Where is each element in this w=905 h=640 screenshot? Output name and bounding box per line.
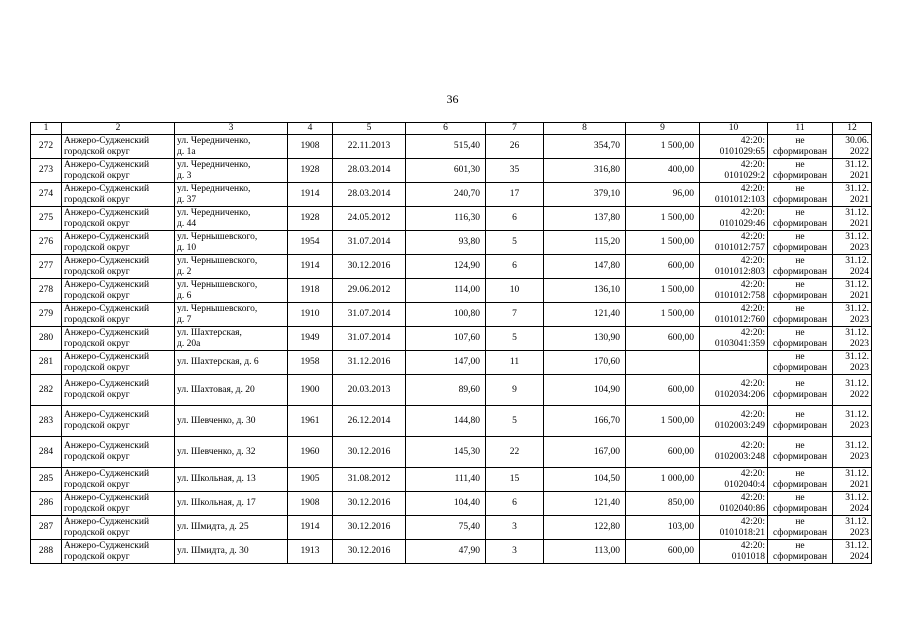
status-cell: не сформирован bbox=[768, 207, 833, 231]
area2-cell: 316,80 bbox=[544, 159, 626, 183]
area-cell: 144,80 bbox=[406, 406, 486, 437]
area-cell: 100,80 bbox=[406, 303, 486, 327]
date-cell: 31.08.2012 bbox=[333, 468, 406, 492]
table-row bbox=[31, 516, 872, 540]
status-cell: не сформирован bbox=[768, 135, 833, 159]
price-cell: 1 500,00 bbox=[626, 279, 700, 303]
date-cell: 20.03.2013 bbox=[333, 375, 406, 406]
count-cell: 10 bbox=[486, 279, 544, 303]
address-cell: ул. Шмидта, д. 30 bbox=[175, 540, 288, 564]
area-cell: 147,00 bbox=[406, 351, 486, 375]
table-row bbox=[31, 540, 872, 564]
date-cell: 28.03.2014 bbox=[333, 159, 406, 183]
year-cell: 1928 bbox=[288, 207, 333, 231]
year-cell: 1914 bbox=[288, 183, 333, 207]
area-cell: 240,70 bbox=[406, 183, 486, 207]
district-cell: Анжеро-Судженский городской округ bbox=[62, 540, 175, 564]
district-cell: Анжеро-Судженский городской округ bbox=[62, 327, 175, 351]
district-cell: Анжеро-Судженский городской округ bbox=[62, 231, 175, 255]
count-cell: 7 bbox=[486, 303, 544, 327]
address-cell: ул. Чередниченко, д. 1а bbox=[175, 135, 288, 159]
row-number: 274 bbox=[31, 183, 62, 207]
date-cell: 30.12.2016 bbox=[333, 540, 406, 564]
price-cell: 103,00 bbox=[626, 516, 700, 540]
table-row bbox=[31, 207, 872, 231]
area2-cell: 354,70 bbox=[544, 135, 626, 159]
year-cell: 1910 bbox=[288, 303, 333, 327]
table-row bbox=[31, 159, 872, 183]
deadline-cell: 31.12. 2023 bbox=[833, 327, 872, 351]
cadastral-cell: 42:20: 0101029:2 bbox=[700, 159, 768, 183]
year-cell: 1900 bbox=[288, 375, 333, 406]
column-header: 5 bbox=[333, 123, 406, 135]
count-cell: 3 bbox=[486, 540, 544, 564]
address-cell: ул. Шевченко, д. 32 bbox=[175, 437, 288, 468]
column-header: 6 bbox=[406, 123, 486, 135]
district-cell: Анжеро-Судженский городской округ bbox=[62, 207, 175, 231]
column-header: 2 bbox=[62, 123, 175, 135]
address-cell: ул. Чернышевского, д. 10 bbox=[175, 231, 288, 255]
area2-cell: 115,20 bbox=[544, 231, 626, 255]
date-cell: 24.05.2012 bbox=[333, 207, 406, 231]
date-cell: 30.12.2016 bbox=[333, 255, 406, 279]
area2-cell: 121,40 bbox=[544, 303, 626, 327]
column-header: 7 bbox=[486, 123, 544, 135]
table-row bbox=[31, 351, 872, 375]
area-cell: 114,00 bbox=[406, 279, 486, 303]
date-cell: 31.07.2014 bbox=[333, 327, 406, 351]
address-cell: ул. Шмидта, д. 25 bbox=[175, 516, 288, 540]
page-number: 36 bbox=[446, 92, 459, 106]
year-cell: 1914 bbox=[288, 255, 333, 279]
year-cell: 1960 bbox=[288, 437, 333, 468]
date-cell: 26.12.2014 bbox=[333, 406, 406, 437]
count-cell: 17 bbox=[486, 183, 544, 207]
row-number: 282 bbox=[31, 375, 62, 406]
price-cell: 600,00 bbox=[626, 327, 700, 351]
price-cell: 1 500,00 bbox=[626, 303, 700, 327]
date-cell: 28.03.2014 bbox=[333, 183, 406, 207]
area-cell: 107,60 bbox=[406, 327, 486, 351]
address-cell: ул. Чередниченко, д. 37 bbox=[175, 183, 288, 207]
status-cell: не сформирован bbox=[768, 231, 833, 255]
address-cell: ул. Чередниченко, д. 3 bbox=[175, 159, 288, 183]
table-row bbox=[31, 437, 872, 468]
column-header-row bbox=[31, 123, 872, 135]
area-cell: 89,60 bbox=[406, 375, 486, 406]
year-cell: 1958 bbox=[288, 351, 333, 375]
cadastral-cell: 42:20: 0102003:249 bbox=[700, 406, 768, 437]
deadline-cell: 31.12. 2021 bbox=[833, 279, 872, 303]
price-cell: 600,00 bbox=[626, 375, 700, 406]
deadline-cell: 31.12. 2024 bbox=[833, 492, 872, 516]
cadastral-cell: 42:20: 0101018 bbox=[700, 540, 768, 564]
cadastral-cell: 42:20: 0102040:86 bbox=[700, 492, 768, 516]
year-cell: 1905 bbox=[288, 468, 333, 492]
status-cell: не сформирован bbox=[768, 327, 833, 351]
address-cell: ул. Школьная, д. 17 bbox=[175, 492, 288, 516]
year-cell: 1928 bbox=[288, 159, 333, 183]
count-cell: 6 bbox=[486, 255, 544, 279]
table-row bbox=[31, 406, 872, 437]
area2-cell: 104,90 bbox=[544, 375, 626, 406]
status-cell: не сформирован bbox=[768, 351, 833, 375]
district-cell: Анжеро-Судженский городской округ bbox=[62, 516, 175, 540]
row-number: 281 bbox=[31, 351, 62, 375]
cadastral-cell: 42:20: 0101012:803 bbox=[700, 255, 768, 279]
address-cell: ул. Шахтовая, д. 20 bbox=[175, 375, 288, 406]
housing-table bbox=[30, 122, 872, 564]
area-cell: 47,90 bbox=[406, 540, 486, 564]
area-cell: 124,90 bbox=[406, 255, 486, 279]
row-number: 273 bbox=[31, 159, 62, 183]
district-cell: Анжеро-Судженский городской округ bbox=[62, 183, 175, 207]
area-cell: 515,40 bbox=[406, 135, 486, 159]
area-cell: 75,40 bbox=[406, 516, 486, 540]
row-number: 275 bbox=[31, 207, 62, 231]
deadline-cell: 31.12. 2021 bbox=[833, 159, 872, 183]
cadastral-cell: 42:20: 0101012:103 bbox=[700, 183, 768, 207]
count-cell: 5 bbox=[486, 231, 544, 255]
cadastral-cell: 42:20: 0101029:65 bbox=[700, 135, 768, 159]
column-header: 8 bbox=[544, 123, 626, 135]
column-header: 10 bbox=[700, 123, 768, 135]
status-cell: не сформирован bbox=[768, 183, 833, 207]
status-cell: не сформирован bbox=[768, 516, 833, 540]
area2-cell: 104,50 bbox=[544, 468, 626, 492]
year-cell: 1918 bbox=[288, 279, 333, 303]
column-header: 1 bbox=[31, 123, 62, 135]
count-cell: 35 bbox=[486, 159, 544, 183]
row-number: 286 bbox=[31, 492, 62, 516]
deadline-cell: 31.12. 2023 bbox=[833, 351, 872, 375]
deadline-cell: 31.12. 2021 bbox=[833, 468, 872, 492]
count-cell: 5 bbox=[486, 406, 544, 437]
date-cell: 22.11.2013 bbox=[333, 135, 406, 159]
deadline-cell: 31.12. 2022 bbox=[833, 375, 872, 406]
row-number: 279 bbox=[31, 303, 62, 327]
district-cell: Анжеро-Судженский городской округ bbox=[62, 492, 175, 516]
district-cell: Анжеро-Судженский городской округ bbox=[62, 255, 175, 279]
area2-cell: 122,80 bbox=[544, 516, 626, 540]
count-cell: 6 bbox=[486, 492, 544, 516]
area2-cell: 136,10 bbox=[544, 279, 626, 303]
district-cell: Анжеро-Судженский городской округ bbox=[62, 437, 175, 468]
district-cell: Анжеро-Судженский городской округ bbox=[62, 375, 175, 406]
year-cell: 1908 bbox=[288, 135, 333, 159]
address-cell: ул. Чередниченко, д. 44 bbox=[175, 207, 288, 231]
cadastral-cell: 42:20: 0101012:760 bbox=[700, 303, 768, 327]
row-number: 284 bbox=[31, 437, 62, 468]
row-number: 288 bbox=[31, 540, 62, 564]
count-cell: 9 bbox=[486, 375, 544, 406]
table-row bbox=[31, 231, 872, 255]
row-number: 285 bbox=[31, 468, 62, 492]
deadline-cell: 31.12. 2024 bbox=[833, 540, 872, 564]
area2-cell: 166,70 bbox=[544, 406, 626, 437]
table-row bbox=[31, 183, 872, 207]
count-cell: 15 bbox=[486, 468, 544, 492]
column-header: 9 bbox=[626, 123, 700, 135]
deadline-cell: 31.12. 2023 bbox=[833, 303, 872, 327]
address-cell: ул. Шевченко, д. 30 bbox=[175, 406, 288, 437]
date-cell: 31.07.2014 bbox=[333, 231, 406, 255]
address-cell: ул. Чернышевского, д. 6 bbox=[175, 279, 288, 303]
area-cell: 601,30 bbox=[406, 159, 486, 183]
count-cell: 22 bbox=[486, 437, 544, 468]
cadastral-cell: 42:20: 0102034:206 bbox=[700, 375, 768, 406]
year-cell: 1949 bbox=[288, 327, 333, 351]
column-header: 4 bbox=[288, 123, 333, 135]
price-cell: 600,00 bbox=[626, 437, 700, 468]
district-cell: Анжеро-Судженский городской округ bbox=[62, 279, 175, 303]
price-cell: 1 500,00 bbox=[626, 231, 700, 255]
district-cell: Анжеро-Судженский городской округ bbox=[62, 468, 175, 492]
status-cell: не сформирован bbox=[768, 279, 833, 303]
deadline-cell: 31.12. 2021 bbox=[833, 183, 872, 207]
row-number: 278 bbox=[31, 279, 62, 303]
area2-cell: 167,00 bbox=[544, 437, 626, 468]
area2-cell: 130,90 bbox=[544, 327, 626, 351]
year-cell: 1908 bbox=[288, 492, 333, 516]
status-cell: не сформирован bbox=[768, 437, 833, 468]
cadastral-cell: 42:20: 0101012:757 bbox=[700, 231, 768, 255]
address-cell: ул. Чернышевского, д. 2 bbox=[175, 255, 288, 279]
row-number: 277 bbox=[31, 255, 62, 279]
row-number: 287 bbox=[31, 516, 62, 540]
deadline-cell: 31.12. 2023 bbox=[833, 231, 872, 255]
deadline-cell: 31.12. 2023 bbox=[833, 406, 872, 437]
date-cell: 31.07.2014 bbox=[333, 303, 406, 327]
deadline-cell: 31.12. 2021 bbox=[833, 207, 872, 231]
count-cell: 3 bbox=[486, 516, 544, 540]
district-cell: Анжеро-Судженский городской округ bbox=[62, 135, 175, 159]
date-cell: 29.06.2012 bbox=[333, 279, 406, 303]
deadline-cell: 31.12. 2023 bbox=[833, 437, 872, 468]
row-number: 272 bbox=[31, 135, 62, 159]
row-number: 283 bbox=[31, 406, 62, 437]
area-cell: 111,40 bbox=[406, 468, 486, 492]
district-cell: Анжеро-Судженский городской округ bbox=[62, 406, 175, 437]
deadline-cell: 31.12. 2024 bbox=[833, 255, 872, 279]
area-cell: 116,30 bbox=[406, 207, 486, 231]
address-cell: ул. Шахтерская, д. 6 bbox=[175, 351, 288, 375]
count-cell: 6 bbox=[486, 207, 544, 231]
status-cell: не сформирован bbox=[768, 303, 833, 327]
price-cell bbox=[626, 351, 700, 375]
area-cell: 145,30 bbox=[406, 437, 486, 468]
status-cell: не сформирован bbox=[768, 159, 833, 183]
area2-cell: 121,40 bbox=[544, 492, 626, 516]
cadastral-cell: 42:20: 0103041:359 bbox=[700, 327, 768, 351]
year-cell: 1914 bbox=[288, 516, 333, 540]
status-cell: не сформирован bbox=[768, 468, 833, 492]
year-cell: 1913 bbox=[288, 540, 333, 564]
price-cell: 850,00 bbox=[626, 492, 700, 516]
cadastral-cell: 42:20: 0102040:4 bbox=[700, 468, 768, 492]
status-cell: не сформирован bbox=[768, 255, 833, 279]
table-row bbox=[31, 135, 872, 159]
row-number: 280 bbox=[31, 327, 62, 351]
area2-cell: 379,10 bbox=[544, 183, 626, 207]
status-cell: не сформирован bbox=[768, 492, 833, 516]
area2-cell: 137,80 bbox=[544, 207, 626, 231]
column-header: 12 bbox=[833, 123, 872, 135]
cadastral-cell: 42:20: 0102003:248 bbox=[700, 437, 768, 468]
year-cell: 1961 bbox=[288, 406, 333, 437]
status-cell: не сформирован bbox=[768, 540, 833, 564]
price-cell: 600,00 bbox=[626, 255, 700, 279]
table-row bbox=[31, 468, 872, 492]
deadline-cell: 30.06. 2022 bbox=[833, 135, 872, 159]
district-cell: Анжеро-Судженский городской округ bbox=[62, 159, 175, 183]
address-cell: ул. Школьная, д. 13 bbox=[175, 468, 288, 492]
price-cell: 96,00 bbox=[626, 183, 700, 207]
cadastral-cell: 42:20: 0101012:758 bbox=[700, 279, 768, 303]
table-row bbox=[31, 492, 872, 516]
table-row bbox=[31, 303, 872, 327]
status-cell: не сформирован bbox=[768, 375, 833, 406]
district-cell: Анжеро-Судженский городской округ bbox=[62, 351, 175, 375]
area-cell: 93,80 bbox=[406, 231, 486, 255]
table-row bbox=[31, 279, 872, 303]
price-cell: 1 500,00 bbox=[626, 135, 700, 159]
cadastral-cell bbox=[700, 351, 768, 375]
district-cell: Анжеро-Судженский городской округ bbox=[62, 303, 175, 327]
year-cell: 1954 bbox=[288, 231, 333, 255]
cadastral-cell: 42:20: 0101029:46 bbox=[700, 207, 768, 231]
cadastral-cell: 42:20: 0101018:21 bbox=[700, 516, 768, 540]
table-row bbox=[31, 375, 872, 406]
price-cell: 1 500,00 bbox=[626, 406, 700, 437]
count-cell: 5 bbox=[486, 327, 544, 351]
price-cell: 1 500,00 bbox=[626, 207, 700, 231]
address-cell: ул. Чернышевского, д. 7 bbox=[175, 303, 288, 327]
table-row bbox=[31, 255, 872, 279]
date-cell: 31.12.2016 bbox=[333, 351, 406, 375]
area-cell: 104,40 bbox=[406, 492, 486, 516]
area2-cell: 170,60 bbox=[544, 351, 626, 375]
deadline-cell: 31.12. 2023 bbox=[833, 516, 872, 540]
address-cell: ул. Шахтерская, д. 20а bbox=[175, 327, 288, 351]
date-cell: 30.12.2016 bbox=[333, 492, 406, 516]
count-cell: 11 bbox=[486, 351, 544, 375]
column-header: 3 bbox=[175, 123, 288, 135]
table-row bbox=[31, 327, 872, 351]
area2-cell: 113,00 bbox=[544, 540, 626, 564]
price-cell: 600,00 bbox=[626, 540, 700, 564]
date-cell: 30.12.2016 bbox=[333, 437, 406, 468]
price-cell: 1 000,00 bbox=[626, 468, 700, 492]
area2-cell: 147,80 bbox=[544, 255, 626, 279]
status-cell: не сформирован bbox=[768, 406, 833, 437]
date-cell: 30.12.2016 bbox=[333, 516, 406, 540]
column-header: 11 bbox=[768, 123, 833, 135]
row-number: 276 bbox=[31, 231, 62, 255]
count-cell: 26 bbox=[486, 135, 544, 159]
price-cell: 400,00 bbox=[626, 159, 700, 183]
